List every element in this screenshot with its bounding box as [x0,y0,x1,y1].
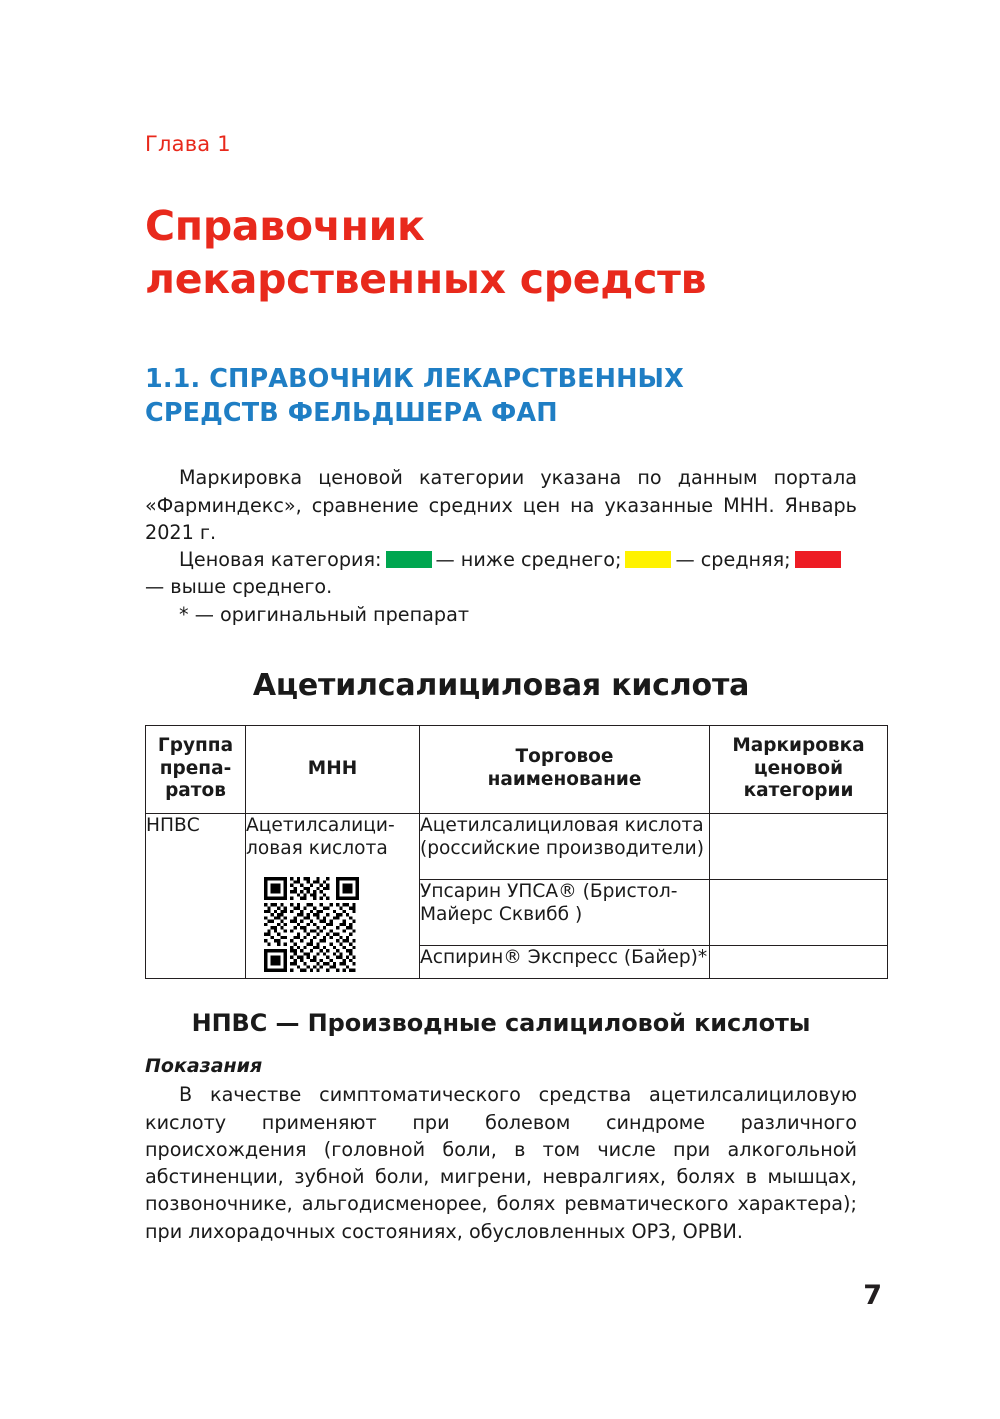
cell-group: НПВС [146,813,246,979]
page-title [145,200,857,307]
legend-yellow-text: — средняя; [675,548,791,572]
cell-trade-name [420,945,710,979]
intro-paragraph: Маркировка ценовой категории указана по данным портала «Фарминдекс», сравнение средних цен на указанные МНН. Январь 2021 г. [145,466,857,544]
chapter-label: Глава 1 [145,132,231,156]
legend-swatch-yellow [625,551,671,568]
header-mark-line-1: Маркировка [732,735,865,756]
legend-red-text: — выше среднего. [145,575,333,599]
trade-name-line-1: Упсарин УПСА® (Бристол- [420,880,678,902]
header-price-mark [710,726,888,814]
qr-code-icon [264,877,359,972]
cell-mnn-line-2: ловая кислота [246,838,388,860]
legend-prefix: Ценовая категория: [179,548,382,572]
header-group-line-2: препа- [159,757,232,779]
cell-mnn [246,813,420,979]
trade-name-line-2: (российские производители) [420,838,705,860]
header-mark-line-3: категории [743,780,854,802]
cell-mnn-line-1: Ацетилсалици- [246,814,395,836]
indications-label: Показания [145,1055,263,1078]
trade-name-line-1: Аспирин® Экспресс (Байер)* [420,946,708,968]
cell-price-mark [710,945,888,979]
legend-green-text: — ниже среднего; [435,548,622,572]
header-group-line-3: ратов [165,780,226,802]
page-number: 7 [863,1280,882,1311]
cell-trade-name [420,813,710,879]
section-title-line-2: СРЕДСТВ ФЕЛЬДШЕРА ФАП [145,397,558,428]
table-header-row [146,726,888,814]
drug-class-heading: НПВС — Производные салициловой кислоты [191,1009,811,1038]
page-content [145,132,865,1245]
section-title [145,363,857,431]
drug-name-heading: Ацетилсалициловая кислота [252,668,750,703]
header-trade-line-1: Торговое [515,746,614,768]
price-legend [145,546,857,601]
indications-text: В качестве симптоматического средства ацетилсалициловую кислоту применяют при болевом синдроме различного происхождения (головной боли, в том числе при алкогольной абстиненции, зубной боли, мигрени, невралгиях, болях в мышцах, позвоночнике, альгодисменорее, болях ревматического характера); при лихорадочных состояниях, обусловленных ОРЗ, ОРВИ. [145,1083,857,1243]
section-title-line-1: 1.1. СПРАВОЧНИК ЛЕКАРСТВЕННЫХ [145,363,684,394]
header-mnn: МНН [246,726,420,814]
table-row [146,813,888,879]
cell-trade-name [420,879,710,945]
original-drug-note: * — оригинальный препарат [179,602,470,626]
header-trade-name [420,726,710,814]
cell-price-mark [710,879,888,945]
header-group-line-1: Группа [157,735,234,756]
chapter-title-line-1: Справочник [145,202,425,250]
header-mark-line-2: ценовой [753,757,844,779]
cell-price-mark [710,813,888,879]
trade-name-line-2: Майерс Сквибб ) [420,904,583,926]
header-group [146,726,246,814]
legend-swatch-green [386,551,432,568]
chapter-title-line-2: лекарственных средств [145,255,707,304]
header-trade-line-2: наименование [487,768,642,790]
legend-swatch-red [795,551,841,568]
drug-table [145,725,888,979]
trade-name-line-1: Ацетилсалициловая кислота [420,814,704,836]
